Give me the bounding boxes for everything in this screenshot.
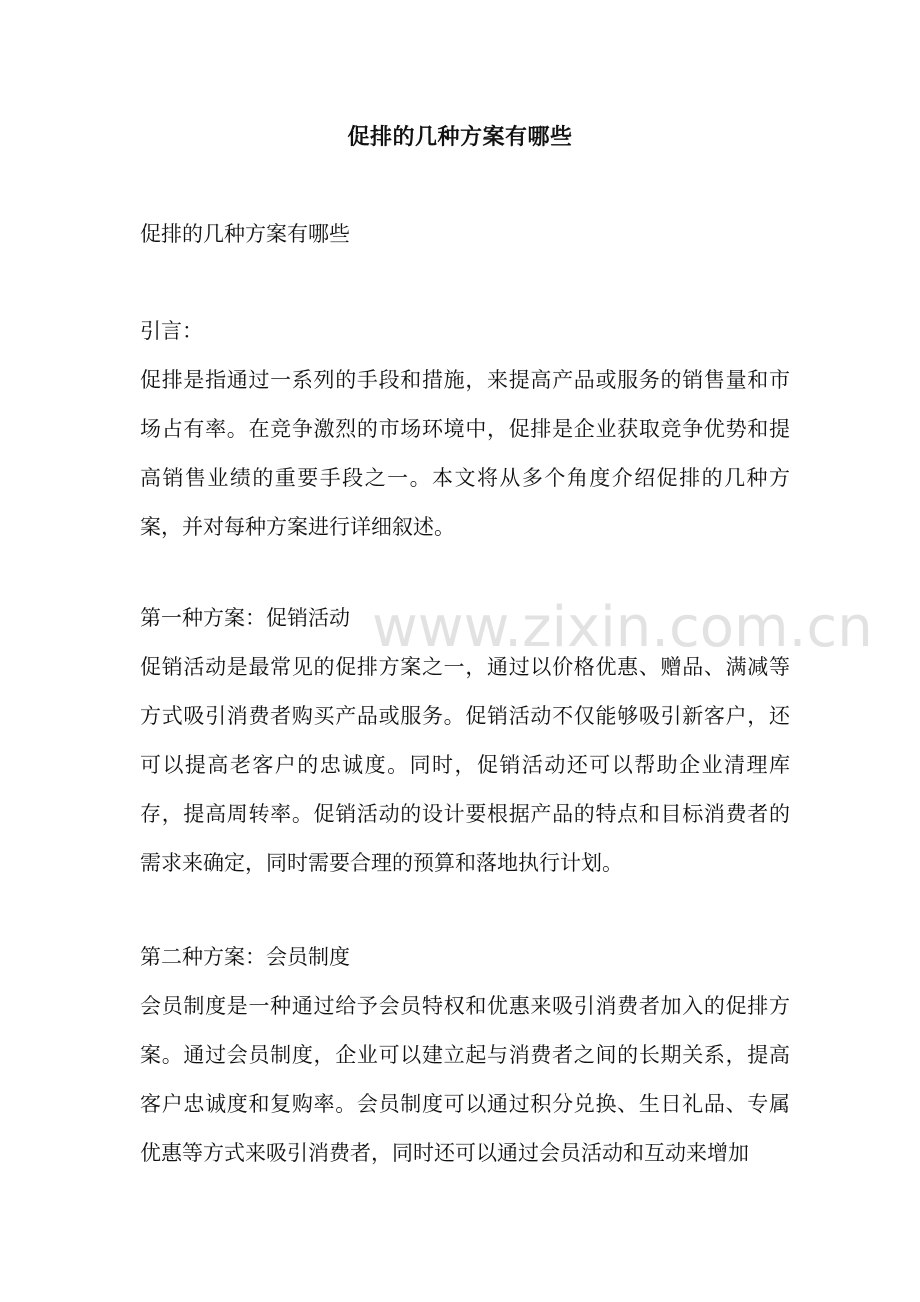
section-heading-plan-2: 第二种方案：会员制度 — [140, 945, 350, 969]
section-body-plan-1: 促销活动是最常见的促排方案之一，通过以价格优惠、赠品、满减等方式吸引消费者购买产品或服务。促销活动不仅能够吸引新客户，还可以提高老客户的忠诚度。同时，促销活动还可以帮助企业清理库存，提高周转率。促销活动的设计要根据产品的特点和目标消费者的需求来确定，同时需要合理的预算和落地执行计划。 — [140, 655, 790, 875]
document-title: 促排的几种方案有哪些 — [347, 124, 573, 150]
section-plan-1 — [140, 600, 790, 888]
section-plan-2 — [140, 939, 790, 1178]
watermark: www.zixin.com.cn — [372, 595, 873, 660]
document-subtitle: 促排的几种方案有哪些 — [140, 222, 350, 246]
section-body-intro: 促排是指通过一系列的手段和措施，来提高产品或服务的销售量和市场占有率。在竞争激烈的市场环境中，促排是企业获取竞争优势和提高销售业绩的重要手段之一。本文将从多个角度介绍促排的几种方案，并对每种方案进行详细叙述。 — [140, 368, 790, 539]
section-intro — [140, 313, 790, 552]
section-heading-intro: 引言： — [140, 319, 203, 343]
section-heading-plan-1: 第一种方案：促销活动 — [140, 606, 350, 630]
section-body-plan-2: 会员制度是一种通过给予会员特权和优惠来吸引消费者加入的促排方案。通过会员制度，企业可以建立起与消费者之间的长期关系，提高客户忠诚度和复购率。会员制度可以通过积分兑换、生日礼品、专属优惠等方式来吸引消费者，同时还可以通过会员活动和互动来增加 — [140, 994, 790, 1165]
